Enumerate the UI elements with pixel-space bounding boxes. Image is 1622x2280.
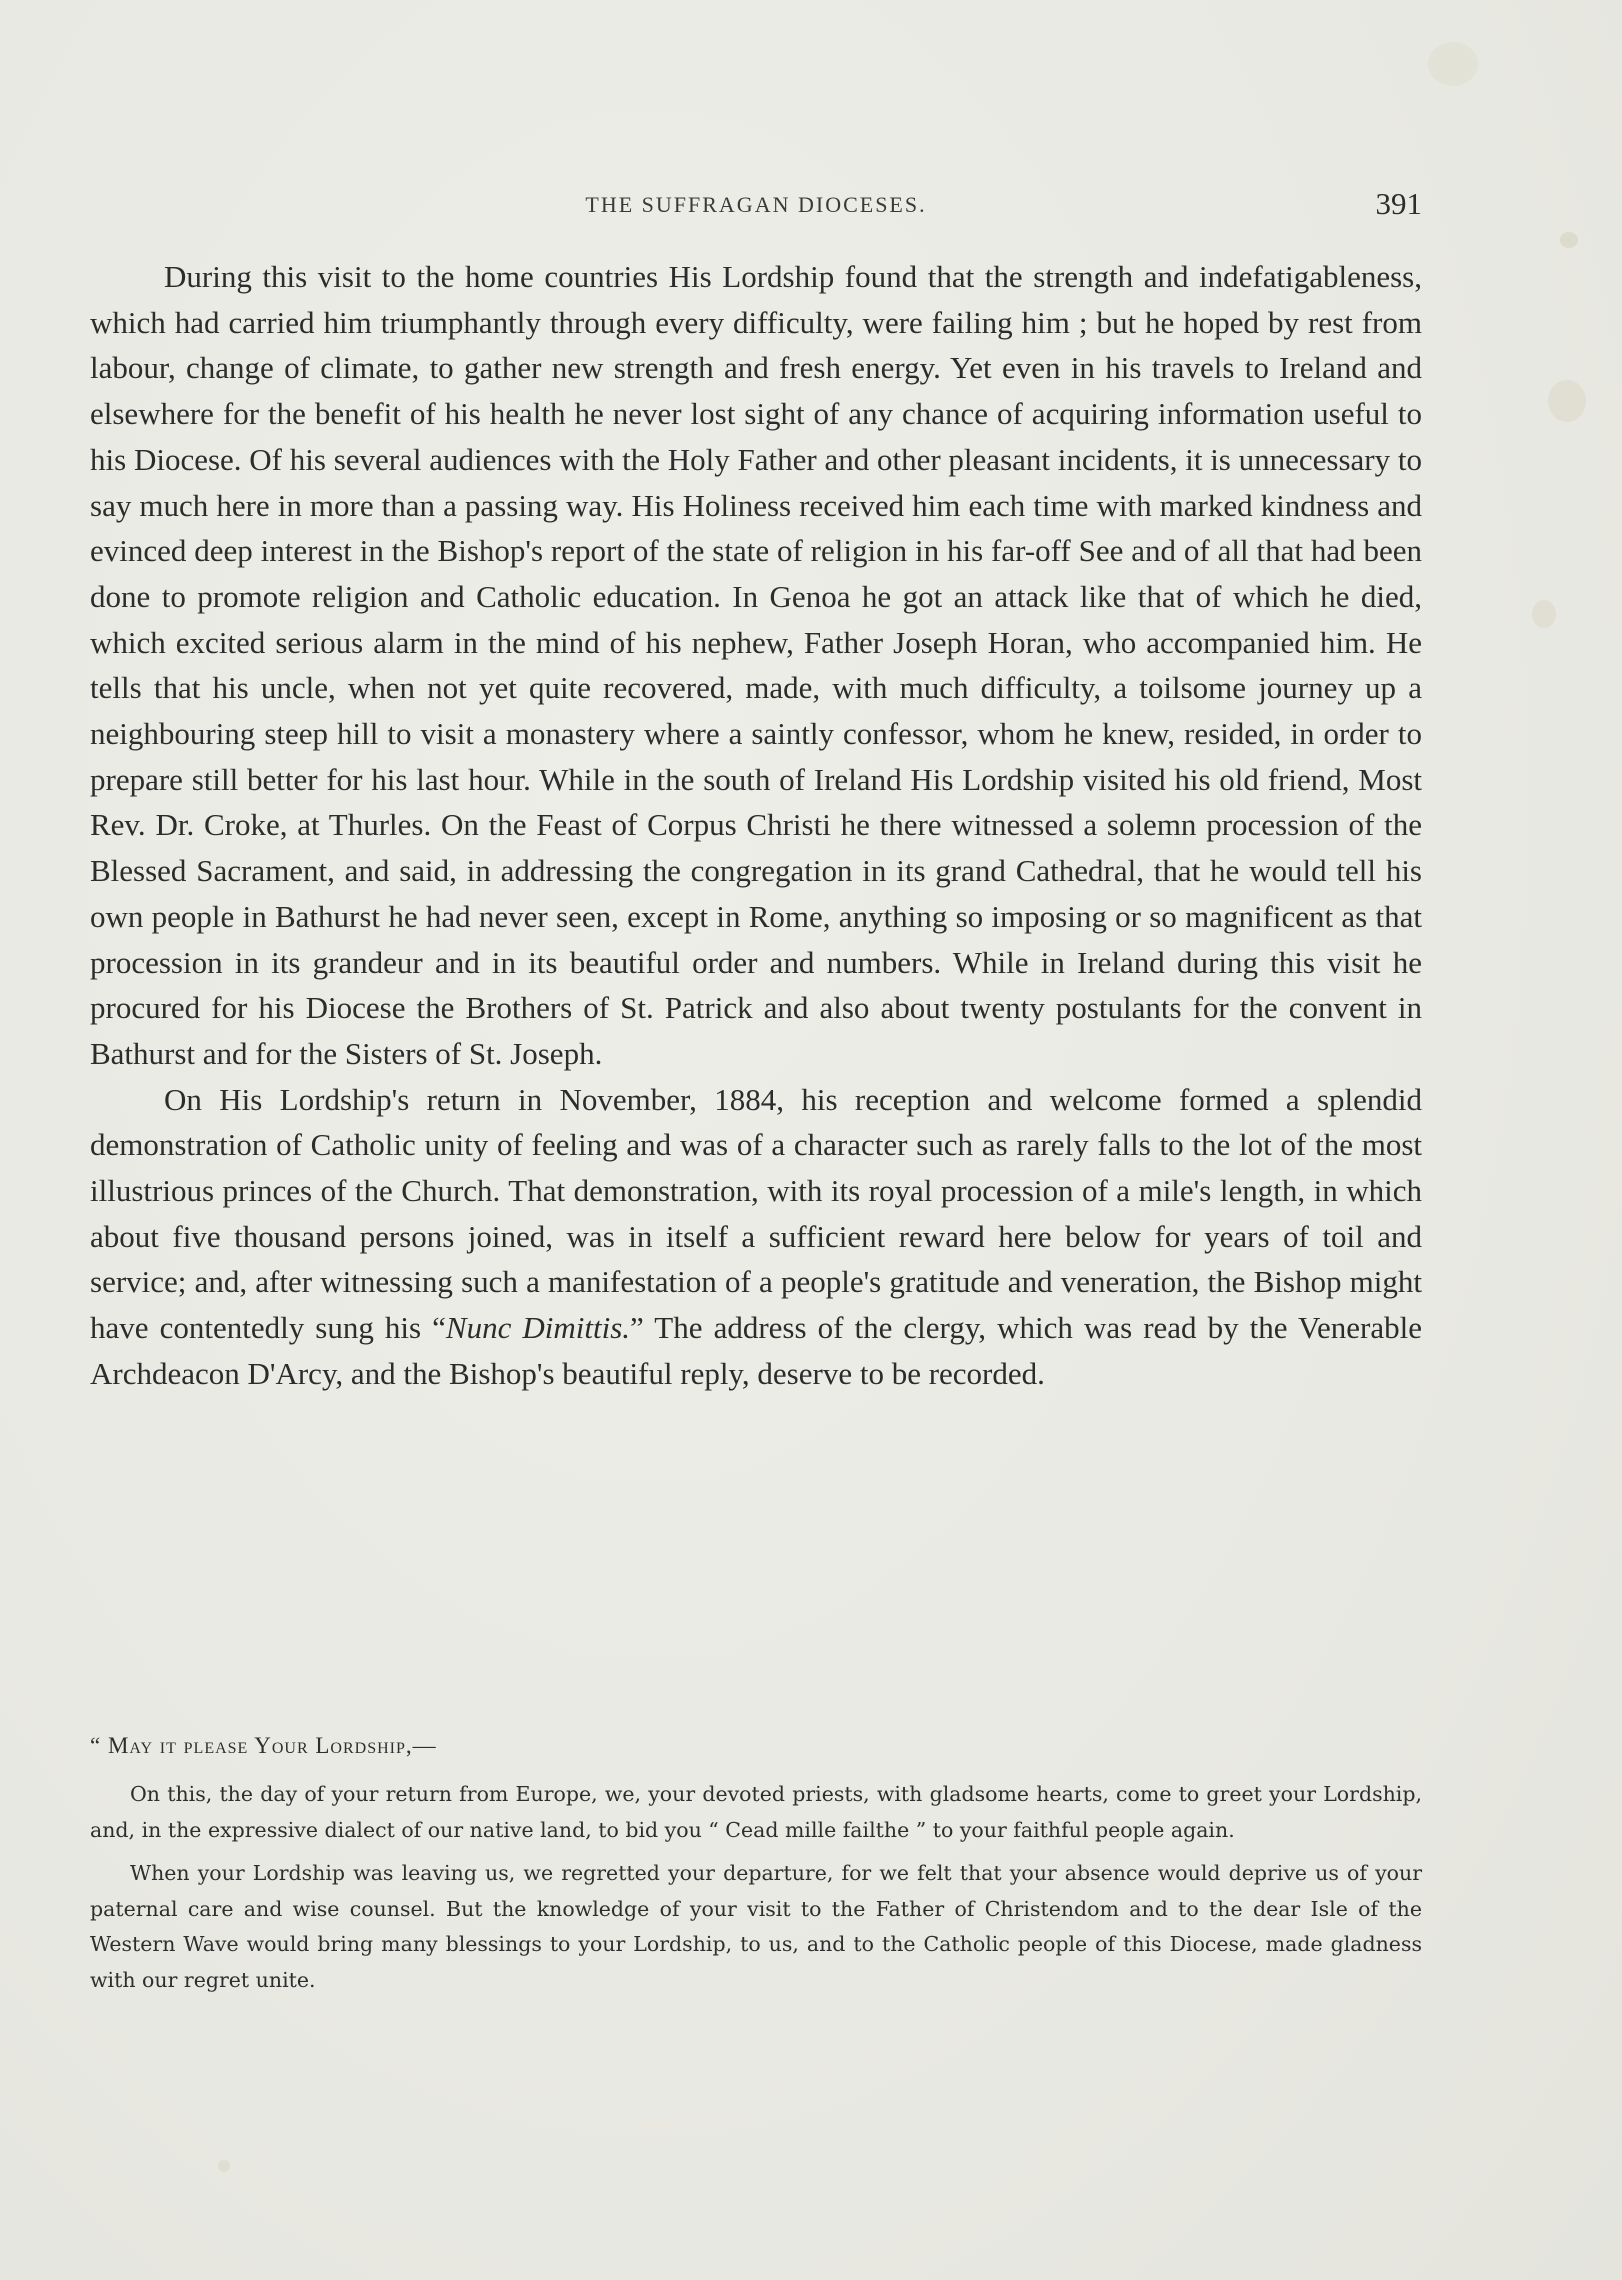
paragraph-text: ” The address of the clergy, which was read by the Venerable Archdeacon D'Arcy, and the Bishop's beautiful reply, deserve to be recorded. bbox=[90, 1310, 1422, 1391]
page-number: 391 bbox=[1375, 186, 1422, 221]
address-paragraph: When your Lordship was leaving us, we regretted your departure, for we felt that your absence would deprive us of your paternal care and wise counsel. But the knowledge of your visit to the Father of Christendom and to the dear Isle of the Western Wave would bring many blessings to your Lordship, to us, and to the Catholic people of this Diocese, made gladness with our regret unite. bbox=[90, 1861, 1422, 1992]
clergy-address bbox=[90, 1733, 1422, 2006]
paragraph bbox=[90, 1077, 1422, 1397]
main-text bbox=[90, 254, 1422, 1397]
running-head: THE SUFFRAGAN DIOCESES. bbox=[585, 192, 927, 217]
paper-speck bbox=[1560, 232, 1578, 248]
paper-speck bbox=[218, 2160, 230, 2172]
paper-speck bbox=[1428, 42, 1478, 86]
paragraph-text: During this visit to the home countries His Lordship found that the strength and indefatigableness, which had carried him triumphantly through every difficulty, were failing him ; but he hoped by rest from labour, change of climate, to gather new strength and fresh energy. Yet even in his travels to Ireland and elsewhere for the benefit of his health he never lost sight of any chance of acquiring information useful to his Diocese. Of his several audiences with the Holy Father and other pleasant incidents, it is unnecessary to say much here in more than a passing way. His Holiness received him each time with marked kindness and evinced deep interest in the Bishop's report of the state of religion in his far-off See and of all that had been done to promote religion and Catholic education. In Genoa he got an attack like that of which he died, which excited serious alarm in the mind of his nephew, Father Joseph Horan, who accompanied him. He tells that his uncle, when not yet quite recovered, made, with much difficulty, a toilsome journey up a neighbouring steep hill to visit a monastery where a saintly confessor, whom he knew, resided, in order to prepare still better for his last hour. While in the south of Ireland His Lordship visited his old friend, Most Rev. Dr. Croke, at Thurles. On the Feast of Corpus Christi he there witnessed a solemn procession of the Blessed Sacrament, and said, in addressing the congregation in its grand Cathedral, that he would tell his own people in Bathurst he had never seen, except in Rome, anything so imposing or so magnificent as that procession in its grandeur and in its beautiful order and numbers. While in Ireland during this visit he procured for his Diocese the Brothers of St. Patrick and also about twenty postulants for the convent in Bathurst and for the Sisters of St. Joseph. bbox=[90, 259, 1422, 1071]
address-paragraph: On this, the day of your return from Europe, we, your devoted priests, with gladsome hearts, come to greet your Lordship, and, in the expressive dialect of our native land, to bid you “ Cead mille failthe ” to your faithful people again. bbox=[90, 1782, 1422, 1842]
paragraph-text: On His Lordship's return in November, 1884, his reception and welcome formed a splendid demonstration of Catholic unity of feeling and was of a character such as rarely falls to the lot of the most illustrious princes of the Church. That demonstration, with its royal procession of a mile's length, in which about five thousand persons joined, was in itself a sufficient reward here below for years of toil and service; and, after witnessing such a manifestation of a people's gratitude and veneration, the Bishop might have contentedly sung his “ bbox=[90, 1081, 1422, 1346]
paper-speck bbox=[1532, 600, 1556, 628]
paragraph bbox=[90, 254, 1422, 1077]
italic-title: Nunc Dimittis. bbox=[445, 1310, 631, 1346]
page-header bbox=[90, 186, 1422, 226]
address-salutation: “ May it please Your Lordship,— bbox=[90, 1733, 437, 1758]
paper-speck bbox=[1548, 380, 1586, 422]
